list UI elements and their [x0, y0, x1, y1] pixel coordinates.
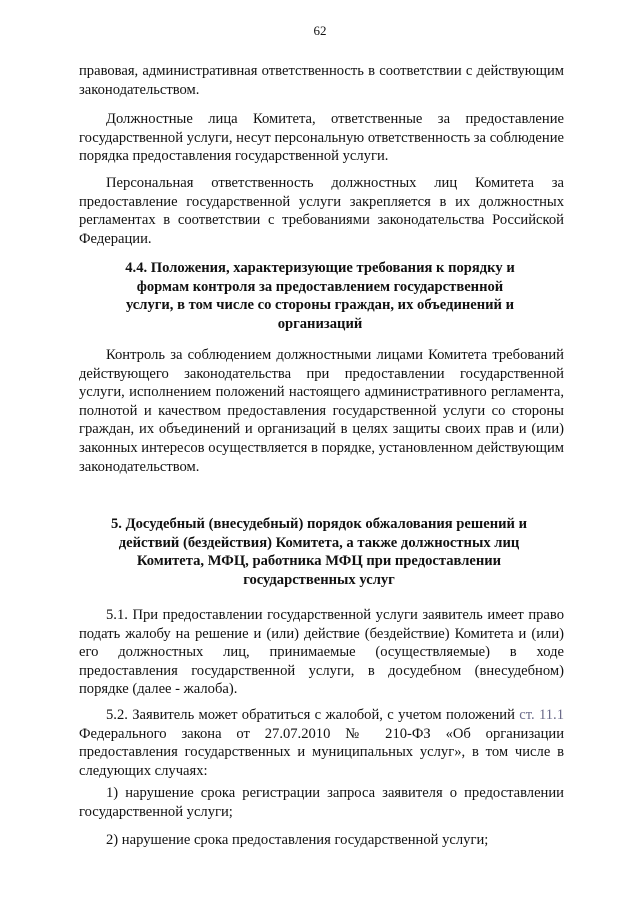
list-item-text: 2) нарушение срока предоставления государственной услуги;	[106, 832, 489, 848]
paragraph-text: Должностные лица Комитета, ответственные за предоставление государственной услуги, несут персональную ответственность за соблюдение порядка предоставления государственной услуги.	[79, 111, 564, 165]
paragraph-text: 5.1. При предоставлении государственной услуги заявитель имеет право подать жалобу на решение и (или) действие (бездействие) Комитета и (или) его должностных лиц, принимаемые (осуществляемые) в ходе предоставления государственной услуги, в досудебном (внесудебном) порядке (далее - жалоба).	[79, 607, 564, 698]
paragraph-5-2-start: 5.2. Заявитель может обратиться с жалобой, с учетом положений	[106, 707, 520, 723]
paragraph-text: правовая, административная ответственность в соответствии с действующим законодательством.	[79, 63, 564, 98]
paragraph-text	[79, 706, 564, 780]
section-heading-5	[98, 515, 540, 589]
paragraph-control	[79, 346, 564, 476]
paragraph-personal-responsibility	[79, 174, 564, 248]
heading-text: 4.4. Положения, характеризующие требования к порядку и формам контроля за предоставлением государственной услуги, в том числе со стороны граждан, их объединений и организаций	[125, 260, 515, 332]
list-item-2	[79, 831, 564, 850]
paragraph-5-1	[79, 606, 564, 699]
law-article-link[interactable]: ст. 11.1	[519, 707, 564, 723]
list-item-text: 1) нарушение срока регистрации запроса заявителя о предоставлении государственной услуги;	[79, 785, 564, 820]
paragraph-5-2	[79, 706, 564, 780]
page-number: 62	[313, 23, 327, 38]
paragraph-5-2-end: Федерального закона от 27.07.2010 № 210-ФЗ «Об организации предоставления государственных и муниципальных услуг», в том числе в следующих случаях:	[79, 725, 564, 779]
list-item-1	[79, 784, 564, 821]
paragraph-continuation	[79, 62, 564, 99]
paragraph-responsibility	[79, 110, 564, 166]
heading-text: 5. Досудебный (внесудебный) порядок обжалования решений и действий (бездействия) Комитета, а также должностных лиц Комитета, МФЦ, работника МФЦ при предоставлении государственных услуг	[111, 516, 527, 588]
paragraph-text: Контроль за соблюдением должностными лицами Комитета требований действующего законодательства при предоставлении государственной услуги, исполнением положений настоящего административного регламента, полнотой и качеством предоставления государственной услуги со стороны граждан, их объединений и организаций в целях защиты своих прав и (или) законных интересов осуществляется в порядке, установленном действующим законодательством.	[79, 347, 564, 475]
paragraph-text: Персональная ответственность должностных лиц Комитета за предоставление государственной услуги закрепляется в их должностных регламентах в соответствии с требованиями законодательства Российской Федерации.	[79, 175, 564, 247]
section-heading-4-4	[116, 259, 524, 333]
